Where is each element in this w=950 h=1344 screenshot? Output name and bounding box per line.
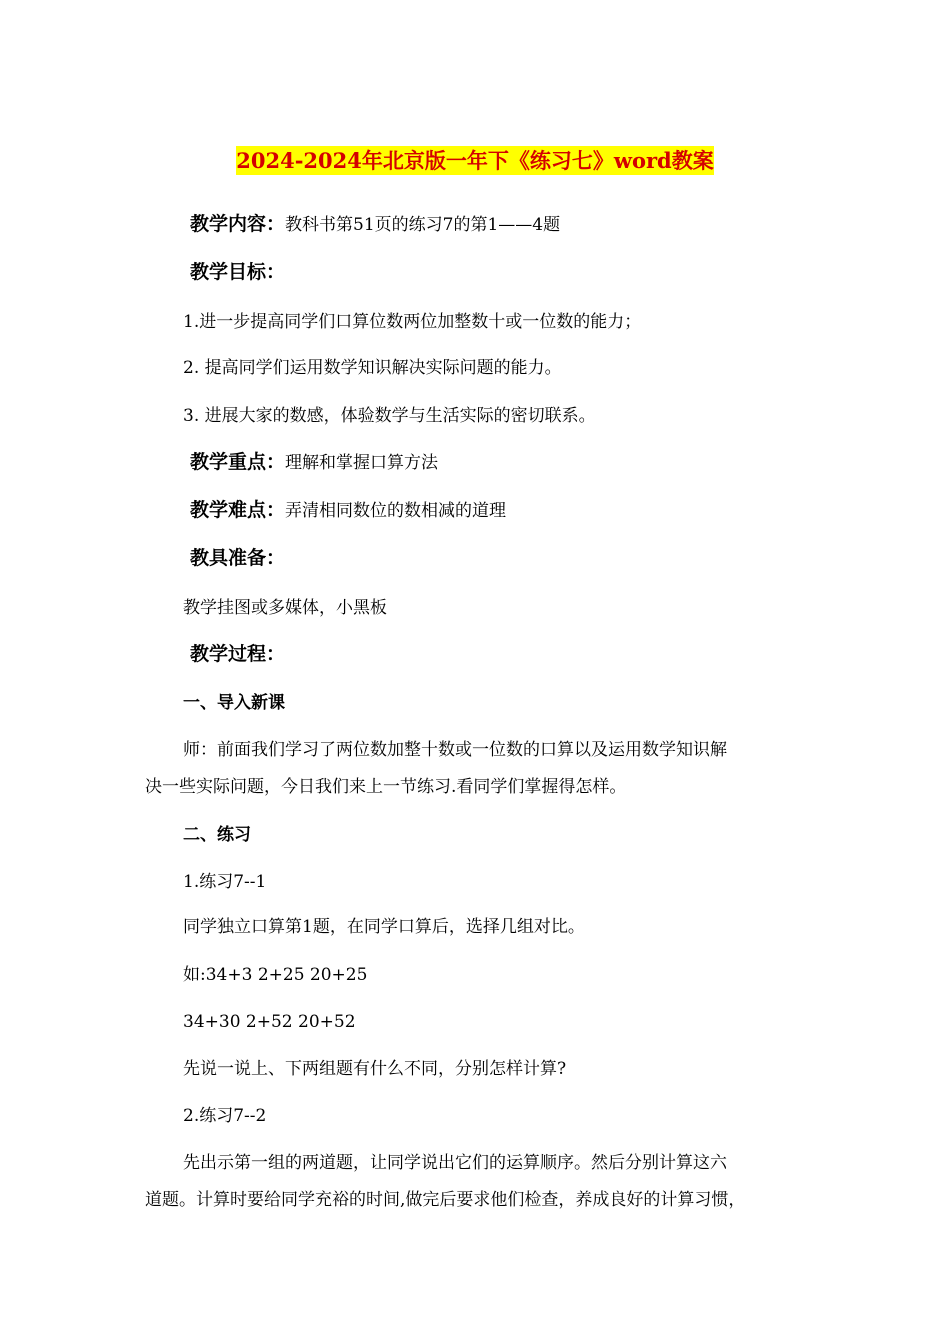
exercise2-line1: 先出示第一组的两道题，让同学说出它们的运算顺序。然后分别计算这六	[183, 1153, 727, 1173]
section2-heading: 二、练习	[183, 825, 251, 845]
tools-label: 教具准备：	[190, 547, 286, 569]
exercise1-row2: 34+30 2+52 20+52	[183, 1012, 356, 1032]
goal-item-2: 2. 提高同学们运用数学知识解决实际问题的能力。	[183, 358, 562, 378]
key-point	[190, 450, 438, 475]
difficulty	[190, 498, 506, 523]
teaching-goals-label: 教学目标：	[190, 261, 286, 283]
exercise1-question: 先说一说上、下两组题有什么不同，分别怎样计算?	[183, 1059, 567, 1079]
tools-heading	[190, 546, 285, 571]
teaching-goals-heading	[190, 260, 285, 285]
goal-item-1: 1.进一步提高同学们口算位数两位加整数十或一位数的能力；	[183, 312, 642, 332]
key-point-text: 理解和掌握口算方法	[285, 453, 439, 473]
teaching-content-label: 教学内容：	[190, 213, 286, 235]
difficulty-text: 弄清相同数位的数相减的道理	[285, 501, 507, 521]
section1-heading: 一、导入新课	[183, 693, 285, 713]
exercise2-title: 2.练习7--2	[183, 1106, 267, 1126]
title-text: 2024-2024年北京版一年下《练习七》word教案	[236, 148, 714, 173]
exercise2-line2: 道题。计算时要给同学充裕的时间,做完后要求他们检查，养成良好的计算习惯，	[145, 1190, 746, 1210]
teaching-content	[190, 212, 560, 237]
tools-text: 教学挂图或多媒体，小黑板	[183, 598, 387, 618]
process-label: 教学过程：	[190, 643, 286, 665]
section1-para-line2: 决一些实际问题，今日我们来上一节练习.看同学们掌握得怎样。	[145, 777, 627, 797]
goal-item-3: 3. 进展大家的数感，体验数学与生活实际的密切联系。	[183, 406, 596, 426]
exercise1-title: 1.练习7--1	[183, 872, 267, 892]
exercise1-desc: 同学独立口算第1题，在同学口算后，选择几组对比。	[183, 917, 585, 937]
exercise1-row1: 如:34+3 2+25 20+25	[183, 965, 368, 985]
document-title	[0, 148, 950, 174]
difficulty-label: 教学难点：	[190, 499, 286, 521]
process-heading	[190, 642, 285, 667]
section1-para-line1: 师：前面我们学习了两位数加整十数或一位数的口算以及运用数学知识解	[183, 740, 727, 760]
key-point-label: 教学重点：	[190, 451, 286, 473]
teaching-content-text: 教科书第51页的练习7的第1——4题	[285, 215, 561, 235]
